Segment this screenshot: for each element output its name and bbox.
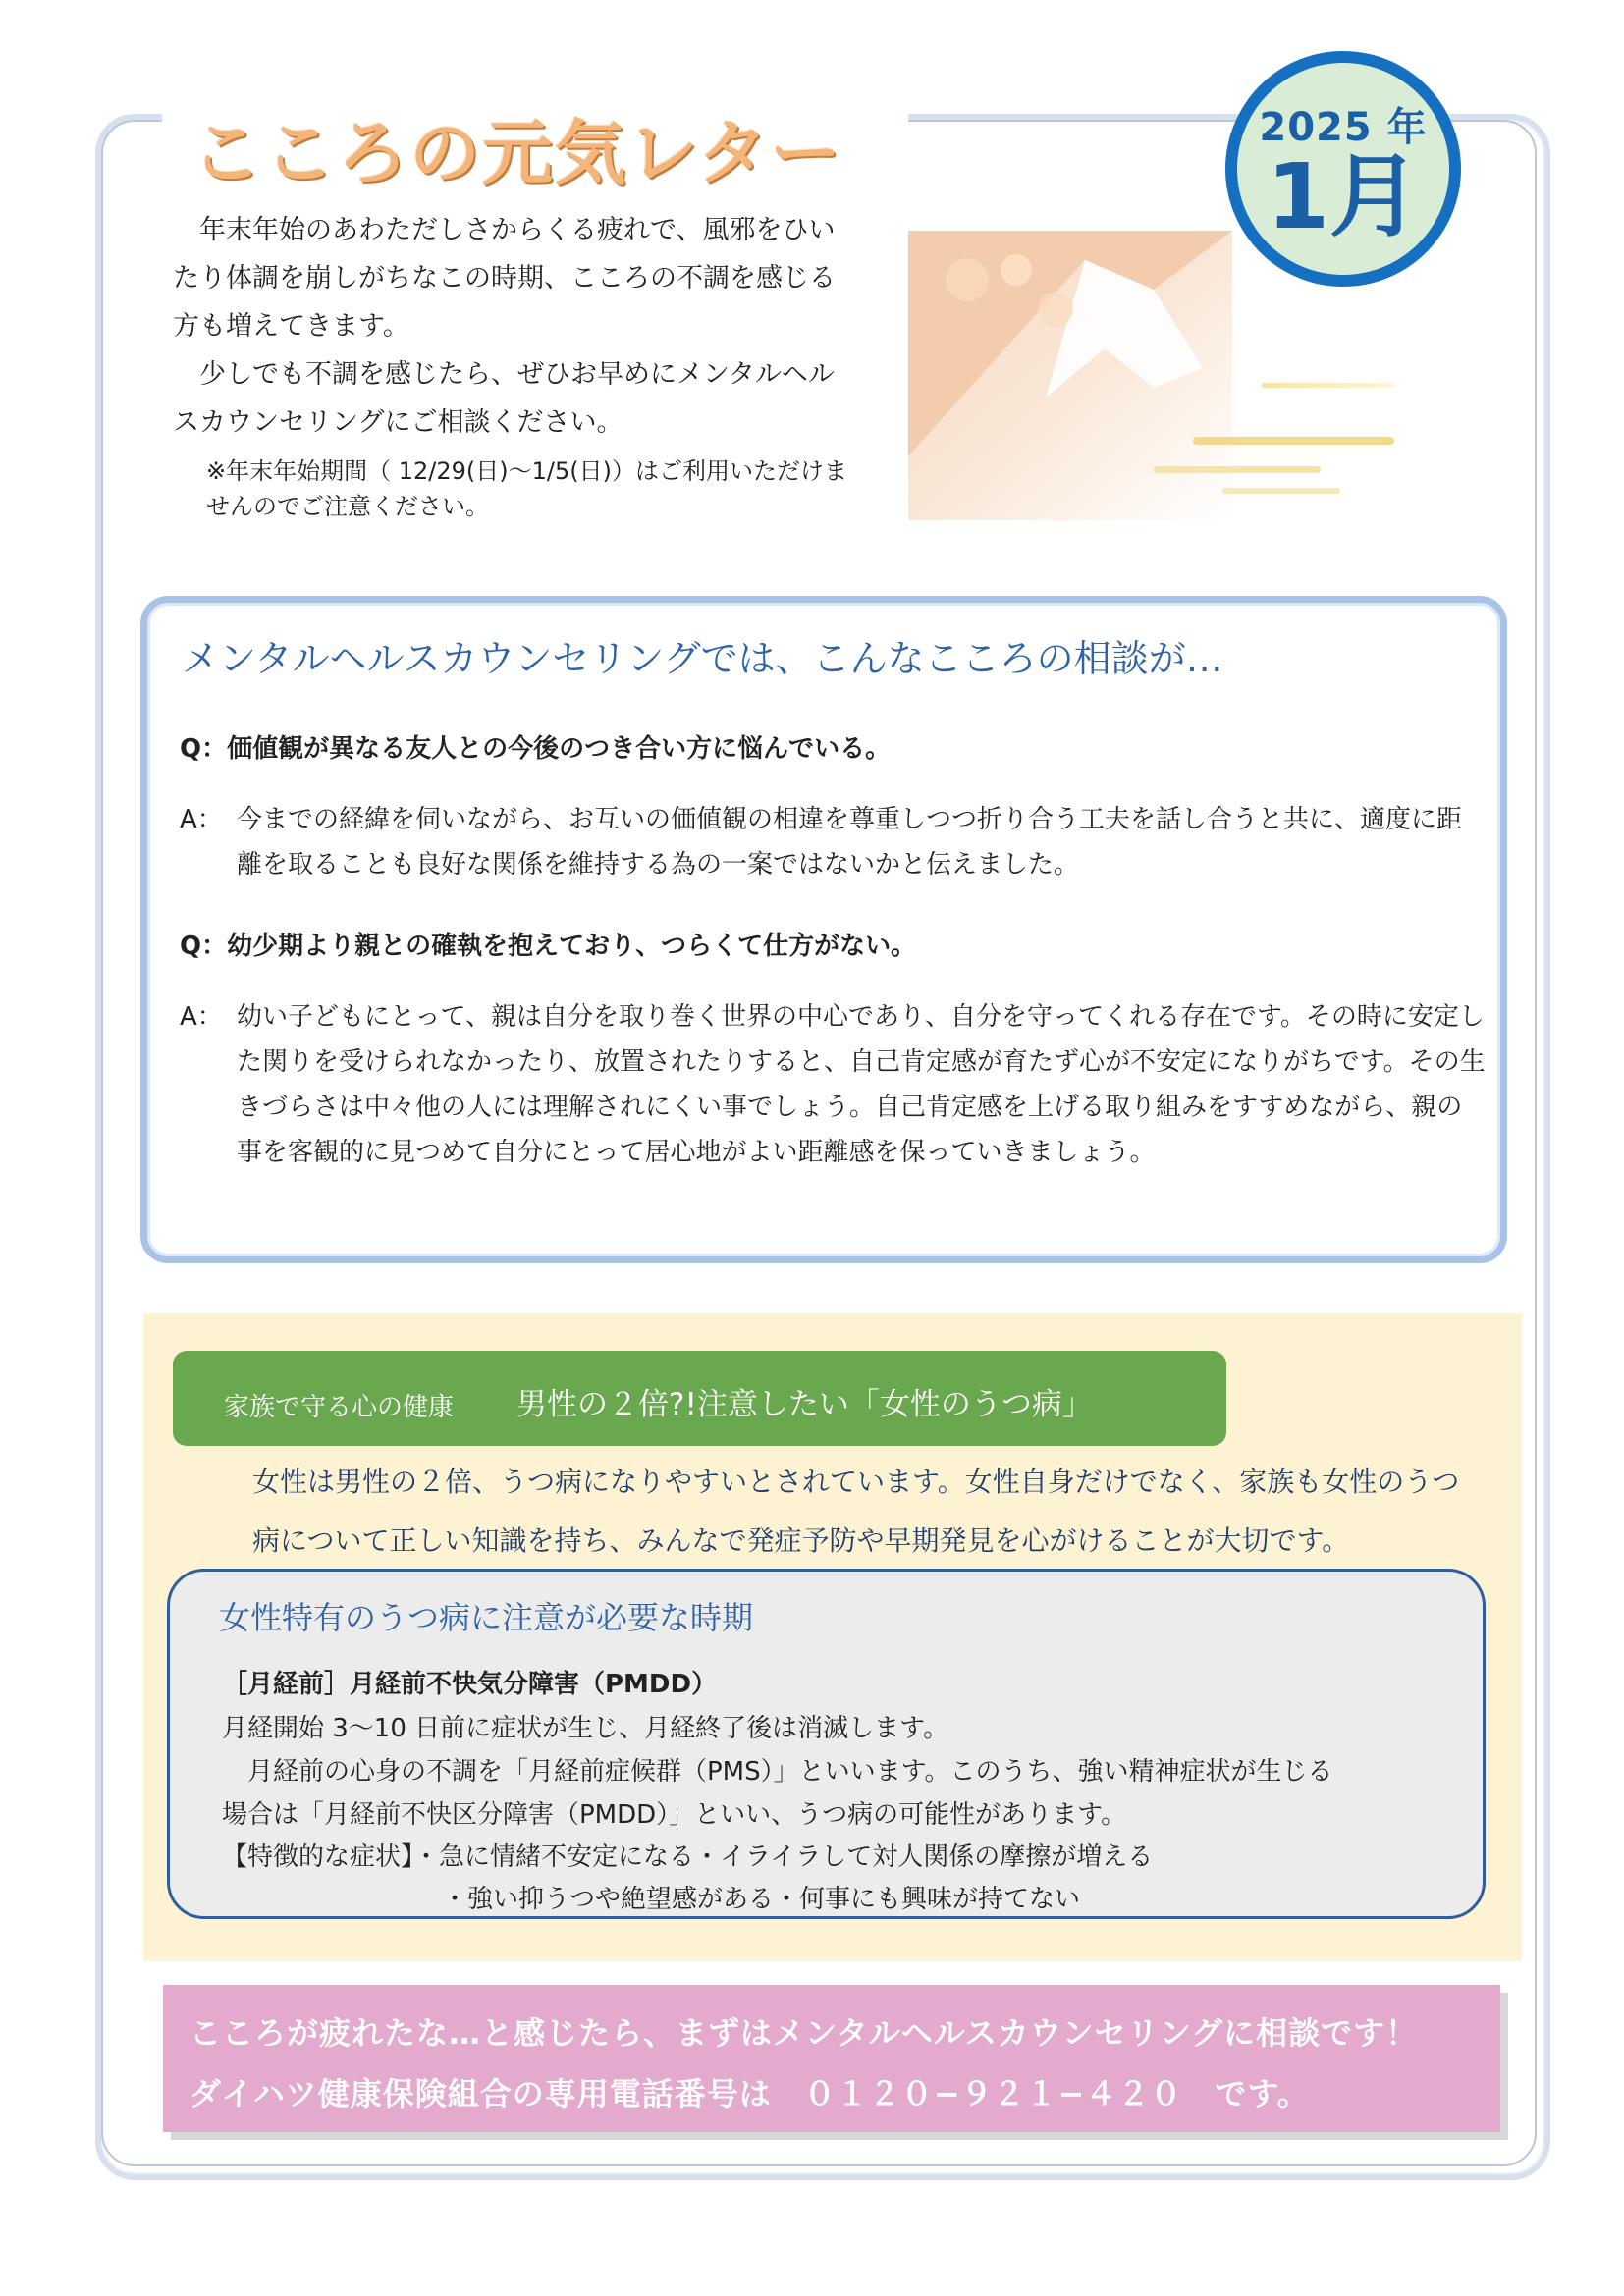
pmdd-symptoms-1: 【特徴的な症状】・急に情緒不安定になる・イライラして対人関係の摩擦が増える [222,1842,1154,1872]
counseling-title: メンタルヘルスカウンセリングでは、こんなこころの相談が… [182,637,1223,680]
answer-text: 今までの経緯を伺いながら、お互いの価値観の相違を尊重しつつ折り合う工夫を話し合うと共に、適度に距離を取ることも良好な関係を維持する為の一案ではないかと伝えました。 [237,805,1463,880]
answer-label: A： [180,805,223,834]
badge-month: 1月 [1266,144,1420,249]
footer-phone: ダイハツ健康保険組合の専用電話番号は ０１２０−９２１−４２０ です。 [189,2075,1310,2112]
answer-text: 幼い子どもにとって、親は自分を取り巻く世界の中心であり、自分を守ってくれる存在です。その時に安定した関りを受けられなかったり、放置されたりすると、自己肯定感が育たず心が不安定になりがちです。その生きづらさは中々他の人には理解されにくい事でしょう。自己肯定感を上げる取り組みをすすめながら、親の事を客観的に見つめて自分にとって居心地がよい距離感を保っていきましょう。 [237,1002,1486,1167]
pmdd-line-1: 月経開始 3〜10 日前に症状が生じ、月経終了後は消滅します。 [222,1714,949,1743]
answer-1 [180,797,1486,887]
intro-note: ※年末年始期間（ 12/29(日)〜1/5(日)）はご利用いただけませんのでご注意ください。 [206,457,847,520]
intro-paragraph-2: 少しでも不調を感じたら、ぜひお早めにメンタルヘルスカウンセリングにご相談ください。 [173,359,835,438]
pmdd-box-title: 女性特有のうつ病に注意が必要な時期 [219,1599,754,1636]
pmdd-subtitle: ［月経前］月経前不快気分障害（PMDD） [222,1670,718,1699]
mountain-illustration [908,231,1394,520]
family-health-text: 女性は男性の２倍、うつ病になりやすいとされています。女性自身だけでなく、家族も女性のうつ病について正しい知識を持ち、みんなで発症予防や早期発見を心がけることが大切です。 [252,1466,1460,1557]
footer-line-1: こころが疲れたな…と感じたら、まずはメンタルヘルスカウンセリングに相談です！ [189,2014,1419,2052]
answer-2 [180,994,1486,1175]
badge-year: 2025 年 [1259,105,1428,150]
pmdd-line-3: 場合は「月経前不快区分障害（PMDD）」といい、うつ病の可能性があります。 [222,1800,1127,1830]
family-health-headline: 男性の２倍?!注意したい「女性のうつ病」 [516,1387,1093,1422]
family-health-label: 家族で守る心の健康 [224,1393,455,1422]
pmdd-line-2: 月経前の心身の不調を「月経前症候群（PMS）」といいます。このうち、強い精神症状が生じる [222,1757,1333,1787]
question-2: Q：幼少期より親との確執を抱えており、つらくて仕方がない。 [180,932,917,961]
intro-paragraph-1: 年末年始のあわただしさからくる疲れで、風邪をひいたり体調を崩しがちなこの時期、こころの不調を感じる方も増えてきます。 [173,215,836,342]
question-1: Q：価値観が異なる友人との今後のつき合い方に悩んでいる。 [180,734,892,764]
answer-label: A： [180,1002,223,1032]
page-title: こころの元気レター [191,112,843,194]
pmdd-symptoms-2: ・強い抑うつや絶望感がある・何事にも興味が持てない [442,1885,1081,1914]
